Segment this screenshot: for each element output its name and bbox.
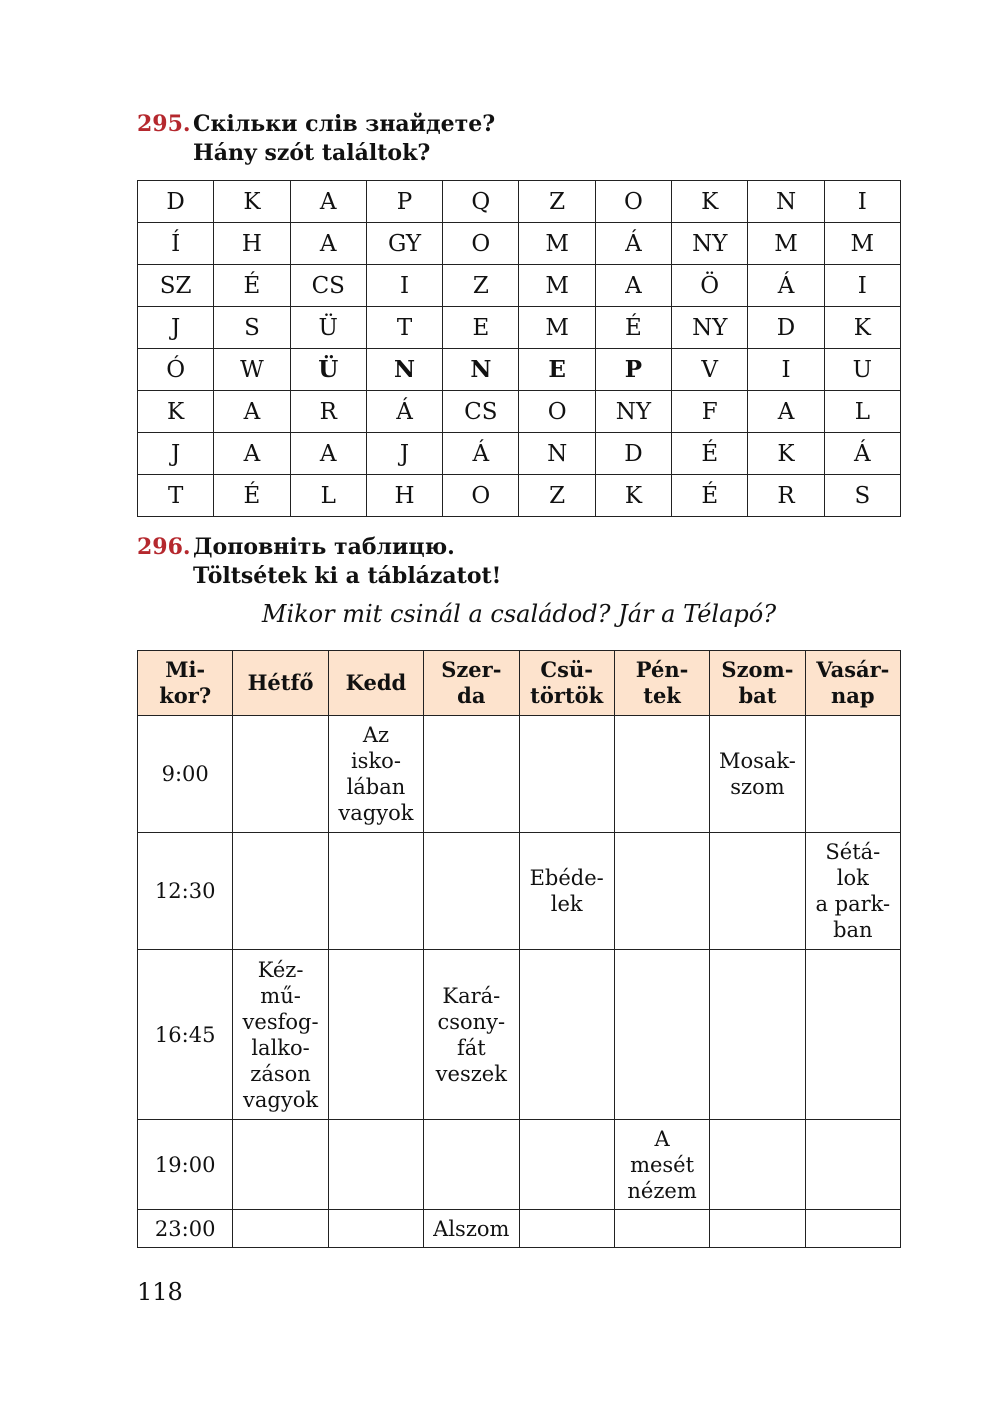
letter-cell: Q: [443, 181, 519, 223]
schedule-activity-cell: Kará- csony- fát veszek: [424, 950, 519, 1120]
letter-cell: K: [214, 181, 290, 223]
letter-cell: J: [366, 433, 442, 475]
letter-grid-row: [138, 433, 901, 475]
schedule-header-day: Csü- törtök: [519, 651, 614, 716]
letter-cell: L: [290, 475, 366, 517]
schedule-activity-cell: Az isko- lában vagyok: [328, 716, 423, 833]
letter-cell: F: [672, 391, 748, 433]
letter-grid-row: [138, 307, 901, 349]
schedule-row: [138, 1120, 901, 1210]
letter-grid-row: [138, 265, 901, 307]
letter-cell: O: [443, 223, 519, 265]
task-295-number: 295.: [137, 111, 191, 137]
letter-cell: A: [595, 265, 671, 307]
task-296-instruction-ukrainian: Доповніть таблицю.: [193, 534, 455, 560]
schedule-activity-cell: Alszom: [424, 1210, 519, 1248]
letter-cell: R: [290, 391, 366, 433]
letter-cell: Z: [519, 181, 595, 223]
letter-cell: Á: [824, 433, 900, 475]
letter-cell: S: [824, 475, 900, 517]
schedule-activity-cell: [614, 833, 709, 950]
letter-cell: T: [366, 307, 442, 349]
schedule-activity-cell: [233, 716, 328, 833]
schedule-time-cell: 16:45: [138, 950, 233, 1120]
letter-cell: P: [366, 181, 442, 223]
letter-cell: Ö: [672, 265, 748, 307]
letter-cell: I: [824, 265, 900, 307]
letter-cell: L: [824, 391, 900, 433]
letter-grid-row: [138, 391, 901, 433]
letter-cell: T: [138, 475, 214, 517]
schedule-header-day: Szer- da: [424, 651, 519, 716]
letter-cell: E: [443, 307, 519, 349]
letter-cell: Ü: [290, 349, 366, 391]
letter-cell: J: [138, 433, 214, 475]
schedule-activity-cell: [328, 1120, 423, 1210]
letter-cell: A: [214, 433, 290, 475]
letter-cell: É: [214, 265, 290, 307]
schedule-activity-cell: [710, 833, 805, 950]
letter-cell: K: [672, 181, 748, 223]
letter-cell: N: [519, 433, 595, 475]
task-295-instruction-ukrainian: Скільки слів знайдете?: [193, 111, 496, 137]
letter-cell: K: [748, 433, 824, 475]
letter-cell: Í: [138, 223, 214, 265]
letter-cell: GY: [366, 223, 442, 265]
schedule-time-cell: 19:00: [138, 1120, 233, 1210]
letter-cell: Ó: [138, 349, 214, 391]
schedule-activity-cell: [519, 716, 614, 833]
letter-cell: O: [443, 475, 519, 517]
letter-cell: Á: [748, 265, 824, 307]
letter-cell: D: [595, 433, 671, 475]
schedule-row: [138, 716, 901, 833]
task-296-instruction-hungarian: Töltsétek ki a táblázatot!: [193, 563, 502, 589]
letter-cell: Z: [519, 475, 595, 517]
schedule-row: [138, 833, 901, 950]
schedule-activity-cell: [614, 1210, 709, 1248]
letter-cell: Á: [595, 223, 671, 265]
schedule-activity-cell: [710, 950, 805, 1120]
letter-cell: Á: [366, 391, 442, 433]
schedule-activity-cell: A mesét nézem: [614, 1120, 709, 1210]
schedule-activity-cell: [614, 950, 709, 1120]
schedule-activity-cell: Sétá- lok a park- ban: [805, 833, 900, 950]
letter-cell: J: [138, 307, 214, 349]
letter-grid-row: [138, 223, 901, 265]
schedule-header-row: [138, 651, 901, 716]
letter-cell: S: [214, 307, 290, 349]
schedule-activity-cell: [328, 950, 423, 1120]
letter-cell: NY: [595, 391, 671, 433]
schedule-activity-cell: [805, 716, 900, 833]
schedule-header-day: Hétfő: [233, 651, 328, 716]
letter-cell: H: [366, 475, 442, 517]
letter-cell: Z: [443, 265, 519, 307]
letter-cell: K: [595, 475, 671, 517]
page-number: 118: [137, 1278, 183, 1306]
letter-cell: CS: [443, 391, 519, 433]
schedule-activity-cell: [519, 1210, 614, 1248]
letter-cell: Ü: [290, 307, 366, 349]
letter-cell: P: [595, 349, 671, 391]
letter-cell: H: [214, 223, 290, 265]
letter-grid: [137, 180, 901, 517]
letter-cell: A: [290, 433, 366, 475]
letter-cell: N: [443, 349, 519, 391]
schedule-activity-cell: [424, 1120, 519, 1210]
letter-cell: É: [595, 307, 671, 349]
letter-cell: NY: [672, 307, 748, 349]
schedule-activity-cell: [424, 716, 519, 833]
schedule-activity-cell: Kéz- mű- vesfog- lalko- záson vagyok: [233, 950, 328, 1120]
letter-cell: SZ: [138, 265, 214, 307]
letter-cell: K: [824, 307, 900, 349]
letter-cell: I: [366, 265, 442, 307]
schedule-header-day: Vasár- nap: [805, 651, 900, 716]
schedule-table: [137, 650, 901, 1248]
letter-cell: Á: [443, 433, 519, 475]
schedule-activity-cell: Ebéde- lek: [519, 833, 614, 950]
schedule-activity-cell: [710, 1210, 805, 1248]
letter-cell: NY: [672, 223, 748, 265]
letter-grid-row: [138, 181, 901, 223]
letter-grid-row: [138, 475, 901, 517]
schedule-activity-cell: [805, 1120, 900, 1210]
letter-cell: É: [672, 475, 748, 517]
schedule-header-time: Mi- kor?: [138, 651, 233, 716]
schedule-row: [138, 950, 901, 1120]
schedule-subtitle: Mikor mit csinál a családod? Jár a Télapó?: [261, 600, 777, 628]
letter-cell: E: [519, 349, 595, 391]
letter-cell: A: [290, 223, 366, 265]
letter-cell: N: [748, 181, 824, 223]
schedule-activity-cell: [614, 716, 709, 833]
letter-cell: R: [748, 475, 824, 517]
letter-cell: O: [595, 181, 671, 223]
schedule-time-cell: 23:00: [138, 1210, 233, 1248]
letter-cell: A: [290, 181, 366, 223]
letter-cell: I: [824, 181, 900, 223]
schedule-activity-cell: [519, 1120, 614, 1210]
letter-cell: W: [214, 349, 290, 391]
letter-cell: A: [748, 391, 824, 433]
letter-cell: O: [519, 391, 595, 433]
letter-cell: M: [519, 223, 595, 265]
letter-cell: I: [748, 349, 824, 391]
letter-cell: K: [138, 391, 214, 433]
schedule-activity-cell: [710, 1120, 805, 1210]
letter-cell: D: [138, 181, 214, 223]
letter-cell: V: [672, 349, 748, 391]
schedule-time-cell: 9:00: [138, 716, 233, 833]
schedule-activity-cell: [805, 950, 900, 1120]
letter-cell: É: [214, 475, 290, 517]
letter-cell: U: [824, 349, 900, 391]
letter-cell: M: [519, 307, 595, 349]
schedule-activity-cell: [233, 1120, 328, 1210]
letter-cell: É: [672, 433, 748, 475]
schedule-activity-cell: [233, 833, 328, 950]
schedule-activity-cell: [233, 1210, 328, 1248]
schedule-activity-cell: [424, 833, 519, 950]
schedule-header-day: Szom- bat: [710, 651, 805, 716]
letter-cell: M: [748, 223, 824, 265]
letter-cell: M: [824, 223, 900, 265]
letter-cell: D: [748, 307, 824, 349]
letter-cell: N: [366, 349, 442, 391]
schedule-header-day: Pén- tek: [614, 651, 709, 716]
schedule-row: [138, 1210, 901, 1248]
task-296-number: 296.: [137, 534, 191, 560]
schedule-activity-cell: [805, 1210, 900, 1248]
letter-cell: M: [519, 265, 595, 307]
schedule-time-cell: 12:30: [138, 833, 233, 950]
schedule-activity-cell: [328, 1210, 423, 1248]
schedule-activity-cell: Mosak- szom: [710, 716, 805, 833]
task-295-instruction-hungarian: Hány szót találtok?: [193, 140, 431, 166]
letter-cell: A: [214, 391, 290, 433]
letter-cell: CS: [290, 265, 366, 307]
schedule-header-day: Kedd: [328, 651, 423, 716]
schedule-activity-cell: [519, 950, 614, 1120]
letter-grid-row: [138, 349, 901, 391]
schedule-activity-cell: [328, 833, 423, 950]
